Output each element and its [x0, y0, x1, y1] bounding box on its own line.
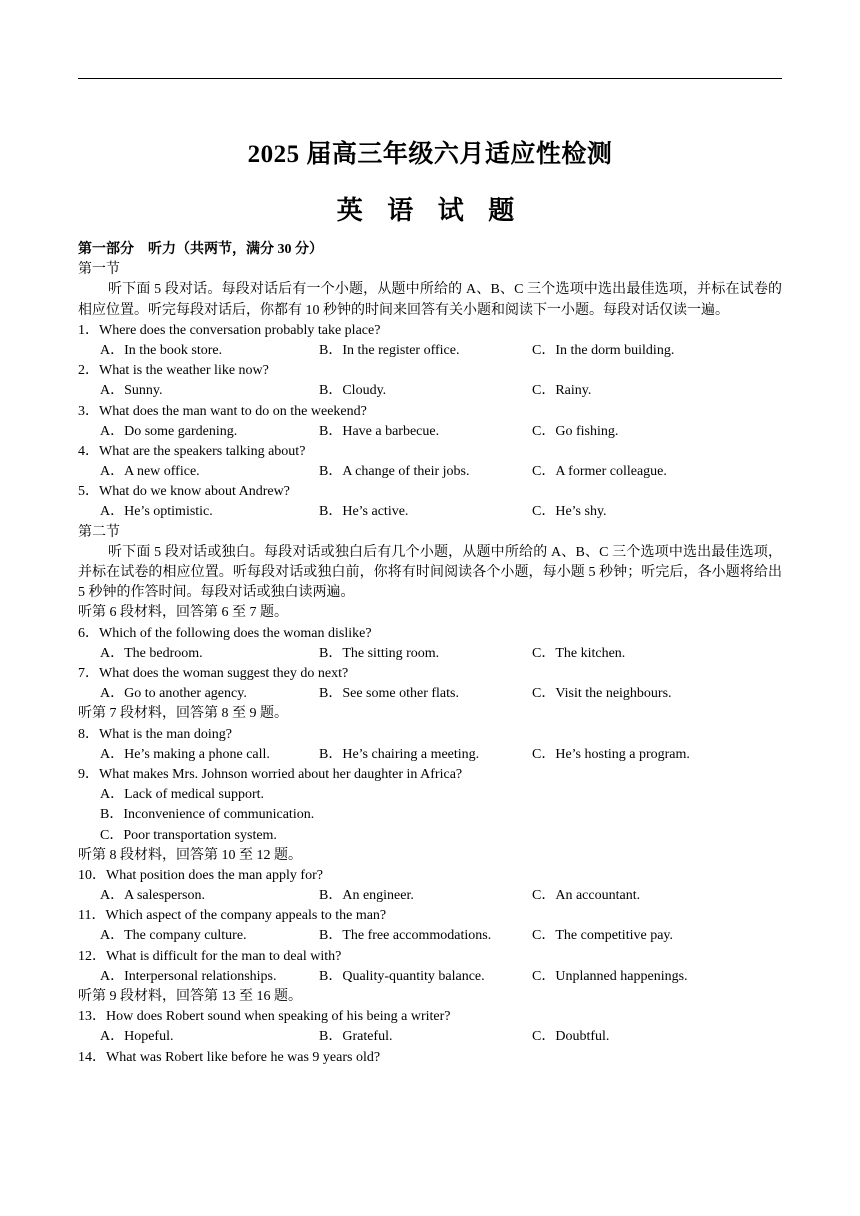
option-c: C．The competitive pay. — [532, 928, 673, 944]
option-a: A．Hopeful. — [100, 1029, 174, 1045]
section2-label: 第二节 — [78, 524, 120, 540]
option-a: A．Interpersonal relationships. — [100, 968, 277, 984]
option-c: C．He’s hosting a program. — [532, 746, 690, 762]
material-7-note: 听第 7 段材料，回答第 8 至 9 题。 — [78, 706, 288, 722]
option-c: C．Visit the neighbours. — [532, 686, 672, 702]
option-b: B．Have a barbecue. — [319, 423, 440, 439]
option-b: B．He’s active. — [319, 504, 409, 520]
material-8-note: 听第 8 段材料，回答第 10 至 12 题。 — [78, 847, 302, 863]
section1-label: 第一节 — [78, 262, 120, 278]
option-a: A．Go to another agency. — [100, 686, 247, 702]
option-c: C．The kitchen. — [532, 645, 626, 661]
question-12-options — [78, 967, 782, 987]
question-7-options — [78, 684, 782, 704]
option-a: A．He’s making a phone call. — [100, 746, 270, 762]
option-a: A．Do some gardening. — [100, 423, 238, 439]
question-2-options — [78, 381, 782, 401]
exam-subtitle: 英 语 试 题 — [336, 196, 524, 225]
question-2-stem: 2．What is the weather like now? — [78, 363, 269, 379]
question-5-options — [78, 502, 782, 522]
option-c: C．An accountant. — [532, 888, 641, 904]
option-c: C．In the dorm building. — [532, 342, 675, 358]
option-c: C．He’s shy. — [532, 504, 607, 520]
question-12-stem: 12．What is difficult for the man to deal with? — [78, 948, 342, 964]
question-13-options — [78, 1027, 782, 1047]
option-c: C．A former colleague. — [532, 464, 667, 480]
question-3-stem: 3．What does the man want to do on the weekend? — [78, 403, 367, 419]
option-b: B．An engineer. — [319, 888, 414, 904]
option-c: C．Go fishing. — [532, 423, 619, 439]
question-8-options — [78, 745, 782, 765]
option-a: A．Lack of medical support. — [100, 787, 265, 803]
question-6-options — [78, 644, 782, 664]
question-9-stem: 9．What makes Mrs. Johnson worried about her daughter in Africa? — [78, 766, 463, 782]
question-7-stem: 7．What does the woman suggest they do next? — [78, 666, 349, 682]
option-b: B．The sitting room. — [319, 645, 440, 661]
option-b: B．He’s chairing a meeting. — [319, 746, 480, 762]
question-6-stem: 6．Which of the following does the woman dislike? — [78, 625, 372, 641]
section1-instructions: 听下面 5 段对话。每段对话后有一个小题，从题中所给的 A、B、C 三个选项中选出最佳选项，并标在试卷的相应位置。听完每段对话后，你都有 10 秒钟的时间来回答有关小题和阅读下一小题。每段对话仅读一遍。 — [78, 282, 782, 318]
question-4-stem: 4．What are the speakers talking about? — [78, 443, 306, 459]
option-b: B．Quality-quantity balance. — [319, 968, 485, 984]
header-rule — [78, 78, 782, 79]
option-a: A．The company culture. — [100, 928, 247, 944]
option-a: A．A new office. — [100, 464, 200, 480]
question-8-stem: 8．What is the man doing? — [78, 726, 232, 742]
question-10-stem: 10．What position does the man apply for? — [78, 867, 323, 883]
option-c: C．Unplanned happenings. — [532, 968, 688, 984]
question-11-options — [78, 926, 782, 946]
question-5-stem: 5．What do we know about Andrew? — [78, 484, 290, 500]
option-a: A．A salesperson. — [100, 888, 205, 904]
option-b: B．In the register office. — [319, 342, 460, 358]
question-4-options — [78, 462, 782, 482]
option-b: B．Inconvenience of communication. — [100, 807, 315, 823]
option-b: B．Grateful. — [319, 1029, 393, 1045]
question-1-stem: 1．Where does the conversation probably take place? — [78, 322, 381, 338]
option-c: C．Rainy. — [532, 383, 592, 399]
option-c: C．Poor transportation system. — [100, 827, 277, 843]
option-b: B．The free accommodations. — [319, 928, 492, 944]
question-3-options — [78, 422, 782, 442]
option-a: A．He’s optimistic. — [100, 504, 213, 520]
exam-title: 2025 届高三年级六月适应性检测 — [247, 141, 613, 168]
option-a: A．The bedroom. — [100, 645, 203, 661]
option-b: B．See some other flats. — [319, 686, 459, 702]
material-9-note: 听第 9 段材料，回答第 13 至 16 题。 — [78, 989, 302, 1005]
material-6-note: 听第 6 段材料，回答第 6 至 7 题。 — [78, 605, 288, 621]
option-c: C．Doubtful. — [532, 1029, 610, 1045]
option-b: B．A change of their jobs. — [319, 464, 470, 480]
option-b: B．Cloudy. — [319, 383, 387, 399]
question-1-options — [78, 341, 782, 361]
question-10-options — [78, 886, 782, 906]
exam-content — [78, 240, 782, 1068]
section2-instructions: 听下面 5 段对话或独白。每段对话或独白后有几个小题，从题中所给的 A、B、C 三个选项中选出最佳选项，并标在试卷的相应位置。听每段对话或独白前，你将有时间阅读各个小题，每小题 5 秒钟；听完后，各小题将给出 5 秒钟的作答时间。每段对话或独白读两遍。 — [78, 544, 782, 601]
option-a: A．Sunny. — [100, 383, 163, 399]
question-14-stem: 14．What was Robert like before he was 9 years old? — [78, 1049, 381, 1065]
question-13-stem: 13．How does Robert sound when speaking of his being a writer? — [78, 1009, 451, 1025]
question-11-stem: 11．Which aspect of the company appeals to the man? — [78, 908, 387, 924]
part1-heading: 第一部分 听力（共两节，满分 30 分） — [78, 242, 323, 257]
option-a: A．In the book store. — [100, 342, 223, 358]
